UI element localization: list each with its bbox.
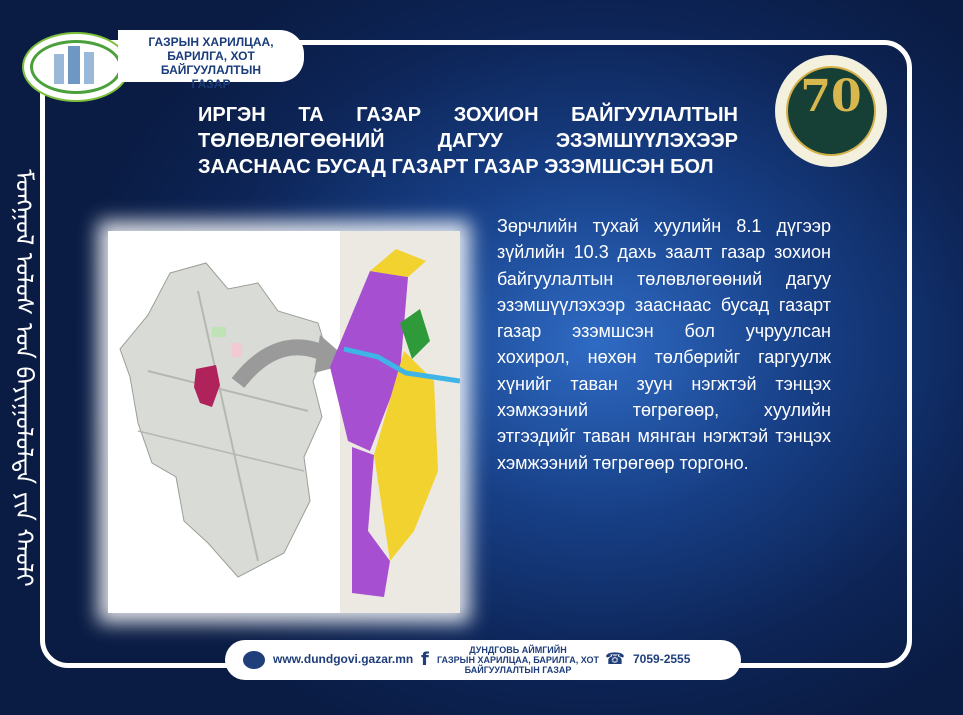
facebook-icon[interactable]: f bbox=[421, 649, 429, 670]
vertical-script-banner bbox=[7, 105, 51, 650]
footer-address-line: ГАЗРЫН ХАРИЛЦАА, БАРИЛГА, ХОТ bbox=[436, 655, 600, 665]
city-block-green bbox=[212, 327, 226, 337]
footer-address-line: БАЙГУУЛАЛТЫН ГАЗАР bbox=[464, 665, 572, 675]
city-outline-shape bbox=[120, 263, 326, 577]
logo-building-shape bbox=[54, 54, 64, 84]
org-name-line: ГАЗАР bbox=[191, 77, 231, 91]
org-name-line: ГАЗРЫН ХАРИЛЦАА, bbox=[148, 35, 274, 49]
phone-number[interactable]: 7059-2555 bbox=[633, 652, 691, 666]
land-zoning-map-image bbox=[108, 231, 460, 613]
logo-building-shape bbox=[68, 46, 80, 84]
footer-address bbox=[433, 645, 603, 675]
seal-number: 70 bbox=[800, 71, 862, 122]
website-link[interactable]: www.dundgovi.gazar.mn bbox=[273, 652, 414, 666]
anniversary-70-seal-icon bbox=[775, 55, 887, 167]
logo-building-shape bbox=[84, 52, 94, 84]
city-block-pink bbox=[232, 343, 242, 357]
vertical-script-text: ᠮᠣᠩᠭᠣᠯ ᠤᠯᠤᠰ ᠤᠨ ᠪᠠᠶᠢᠭᠤᠯᠤᠯᠲᠠ ᠶᠢᠨ ᠬᠠᠤᠯᠢ bbox=[10, 168, 38, 587]
zoning-map-drawing bbox=[108, 231, 460, 613]
org-name-line: БАРИЛГА, ХОТ БАЙГУУЛАЛТЫН bbox=[160, 49, 262, 77]
agency-logo-icon bbox=[22, 32, 130, 102]
org-name-box bbox=[118, 30, 304, 91]
slide-body-text: Зөрчлийн тухай хуулийн 8.1 дүгээр зүйлийн 10.3 дахь заалт газар зохион байгуулалтын төлөвлөгөөний дагуу эзэмшүүлэхээр зааснаас бусад газарт газар эзэмшсэн бол учруулсан хохирол, нөхөн төлбөрийг гаргуулж хүнийг таван зуун нэгжтэй тэнцэх хэмжээний төгрөгөөр, хуулийн этгээдийг таван мянган нэгжтэй тэнцэх хэмжээний төгрөгөөр торгоно. bbox=[497, 216, 831, 473]
footer-bar bbox=[225, 640, 741, 680]
slide-title: ИРГЭН ТА ГАЗАР ЗОХИОН БАЙГУУЛАЛТЫН ТӨЛӨВЛӨГӨӨНИЙ ДАГУУ ЭЗЭМШҮҮЛЭХЭЭР ЗААСНААС БУСАД ГАЗАРТ ГАЗАР ЭЗЭМШСЭН БОЛ bbox=[198, 104, 738, 178]
globe-icon bbox=[243, 651, 265, 669]
footer-address-line: ДУНДГОВЬ АЙМГИЙН bbox=[469, 645, 567, 655]
phone-icon: ☎ bbox=[605, 651, 625, 668]
